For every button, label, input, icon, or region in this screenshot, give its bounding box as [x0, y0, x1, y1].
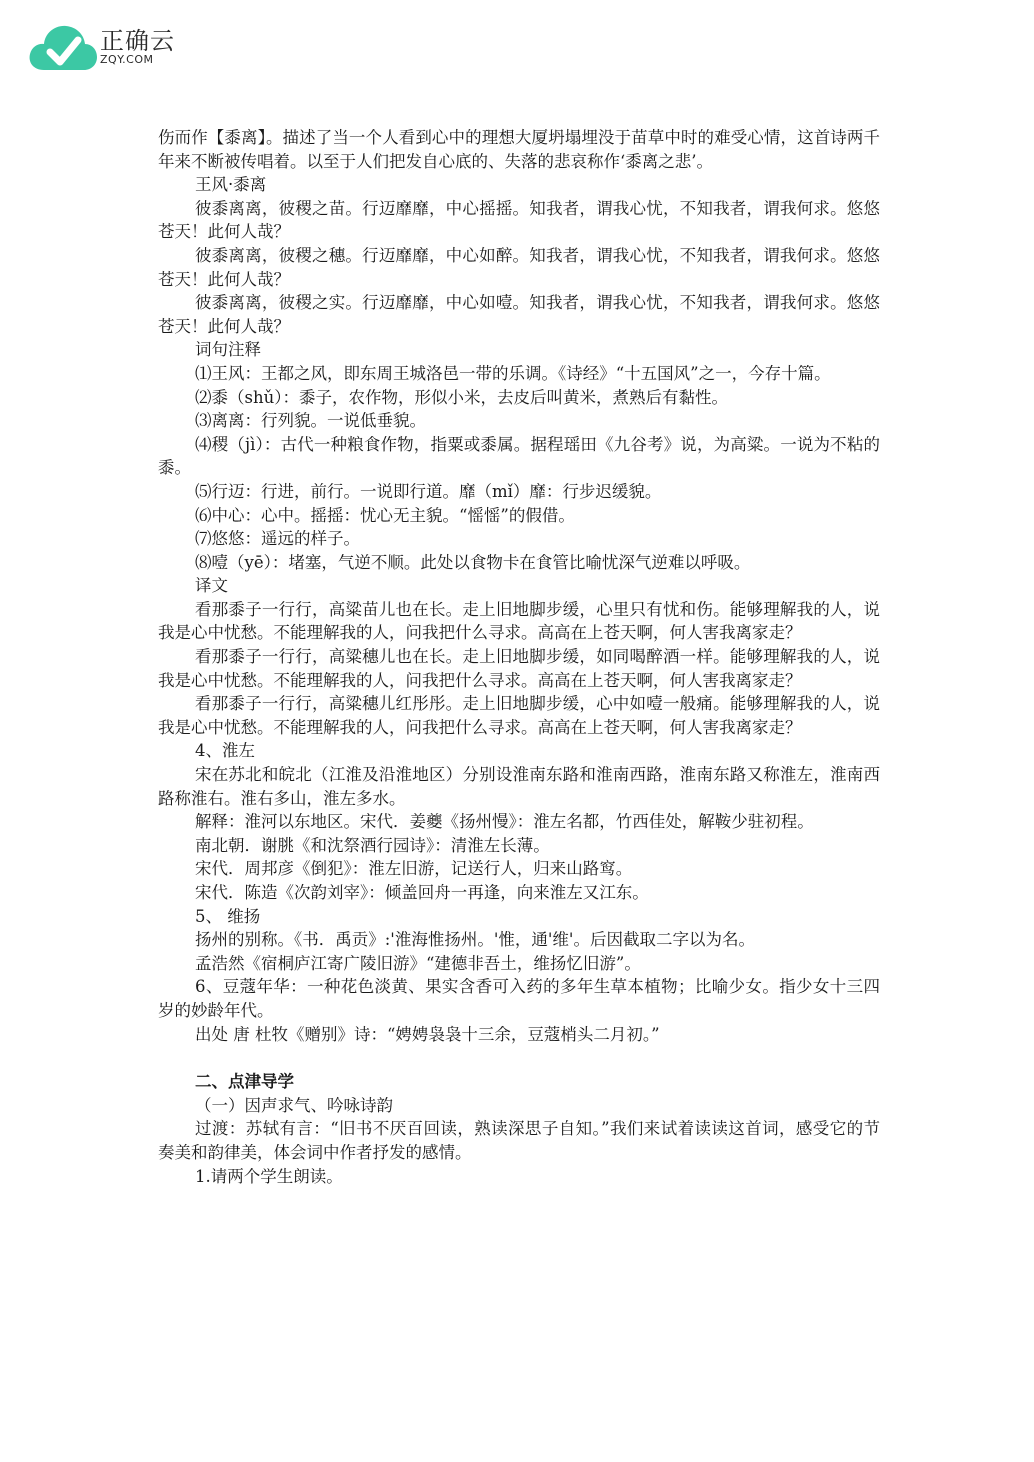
paragraph: 6、豆蔻年华：一种花色淡黄、果实含香可入药的多年生草本植物；比喻少女。指少女十三四岁的妙龄年代。 [158, 977, 880, 1020]
paragraph: 词句注释 [195, 340, 261, 360]
paragraph: 看那黍子一行行，高粱穗儿红彤彤。走上旧地脚步缓，心中如噎一般痛。能够理解我的人，说我是心中忧愁。不能理解我的人，问我把什么寻求。高高在上苍天啊，何人害我离家走？ [158, 694, 880, 737]
paragraph: 4、淮左 [195, 741, 255, 761]
brand-name: 正确云 [100, 27, 175, 55]
paragraph: 译文 [195, 576, 228, 596]
cloud-check-icon [28, 22, 98, 74]
paragraph: 王风·黍离 [195, 175, 267, 195]
paragraph: 南北朝．谢朓《和沈祭酒行园诗》：清淮左长薄。 [195, 835, 550, 855]
paragraph: 宋代．陈造《次韵刘宰》：倾盖回舟一再逢，向来淮左又江东。 [195, 883, 649, 902]
paragraph: 伤而作【黍离】。描述了当一个人看到心中的理想大厦坍塌埋没于苗草中时的难受心情，这首诗两千年来不断被传唱着。以至于人们把发自心底的、失落的悲哀称作‘黍离之悲’。 [158, 128, 880, 171]
paragraph: 过渡：苏轼有言：“旧书不厌百回读，熟读深思子自知。”我们来试着读读这首词，感受它的节奏美和韵律美，体会词中作者抒发的感情。 [158, 1119, 880, 1162]
paragraph: 看那黍子一行行，高粱穗儿也在长。走上旧地脚步缓，如同喝醉酒一样。能够理解我的人，说我是心中忧愁。不能理解我的人，问我把什么寻求。高高在上苍天啊，何人害我离家走？ [158, 647, 880, 690]
paragraph: 彼黍离离，彼稷之实。行迈靡靡，中心如噎。知我者，谓我心忧，不知我者，谓我何求。悠悠苍天！此何人哉？ [158, 293, 880, 336]
paragraph: 宋在苏北和皖北（江淮及沿淮地区）分别设淮南东路和淮南西路，淮南东路又称淮左，淮南西路称淮右。淮右多山，淮左多水。 [158, 765, 880, 808]
brand-logo [28, 22, 188, 78]
paragraph: 看那黍子一行行，高粱苗儿也在长。走上旧地脚步缓，心里只有忧和伤。能够理解我的人，说我是心中忧愁。不能理解我的人，问我把什么寻求。高高在上苍天啊，何人害我离家走？ [158, 599, 880, 643]
paragraph: ⑸行迈：行进，前行。一说即行道。靡（mǐ）靡：行步迟缓貌。 [195, 481, 662, 501]
paragraph: ⑷稷（jì）：古代一种粮食作物，指粟或黍属。据程瑶田《九谷考》说，为高粱。一说为不粘的黍。 [158, 434, 880, 478]
paragraph: 出处 唐 杜牧《赠别》诗：“娉娉袅袅十三余，豆蔻梢头二月初。” [195, 1024, 660, 1044]
paragraph: ⑵黍（shǔ）：黍子，农作物，形似小米，去皮后叫黄米，煮熟后有黏性。 [195, 387, 728, 407]
paragraph: ⑻噎（yē）：堵塞，气逆不顺。此处以食物卡在食管比喻忧深气逆难以呼吸。 [195, 552, 751, 572]
paragraph: ⑴王风：王都之风，即东周王城洛邑一带的乐调。《诗经》“十五国风”之一，今存十篇。 [195, 363, 831, 383]
paragraph: ⑺悠悠：遥远的样子。 [195, 529, 360, 549]
paragraph: 5、 维扬 [195, 906, 261, 926]
document-body [158, 126, 880, 1188]
paragraph: ⑹中心：心中。摇摇：忧心无主貌。“愮愮”的假借。 [195, 505, 575, 525]
paragraph: 解释：淮河以东地区。宋代．姜夔《扬州慢》：淮左名都，竹西佳处，解鞍少驻初程。 [195, 812, 814, 832]
paragraph: 1.请两个学生朗读。 [195, 1166, 343, 1186]
section-heading: 二、点津导学 [195, 1072, 294, 1092]
paragraph: 孟浩然《宿桐庐江寄广陵旧游》“建德非吾土，维扬忆旧游”。 [195, 953, 641, 973]
paragraph: （一）因声求气、吟咏诗韵 [195, 1095, 393, 1115]
paragraph: ⑶离离：行列貌。一说低垂貌。 [195, 411, 426, 431]
paragraph: 扬州的别称。《书．禹贡》:'淮海惟扬州。'惟，通'维'。后因截取二字以为名。 [195, 930, 755, 950]
paragraph: 彼黍离离，彼稷之苗。行迈靡靡，中心摇摇。知我者，谓我心忧，不知我者，谓我何求。悠悠苍天！此何人哉？ [158, 198, 880, 242]
brand-domain: ZQY.COM [100, 53, 154, 66]
paragraph: 宋代．周邦彦《倒犯》：淮左旧游，记送行人，归来山路窎。 [195, 859, 633, 879]
spacer [158, 1046, 880, 1070]
paragraph: 彼黍离离，彼稷之穗。行迈靡靡，中心如醉。知我者，谓我心忧，不知我者，谓我何求。悠悠苍天！此何人哉？ [158, 245, 880, 289]
